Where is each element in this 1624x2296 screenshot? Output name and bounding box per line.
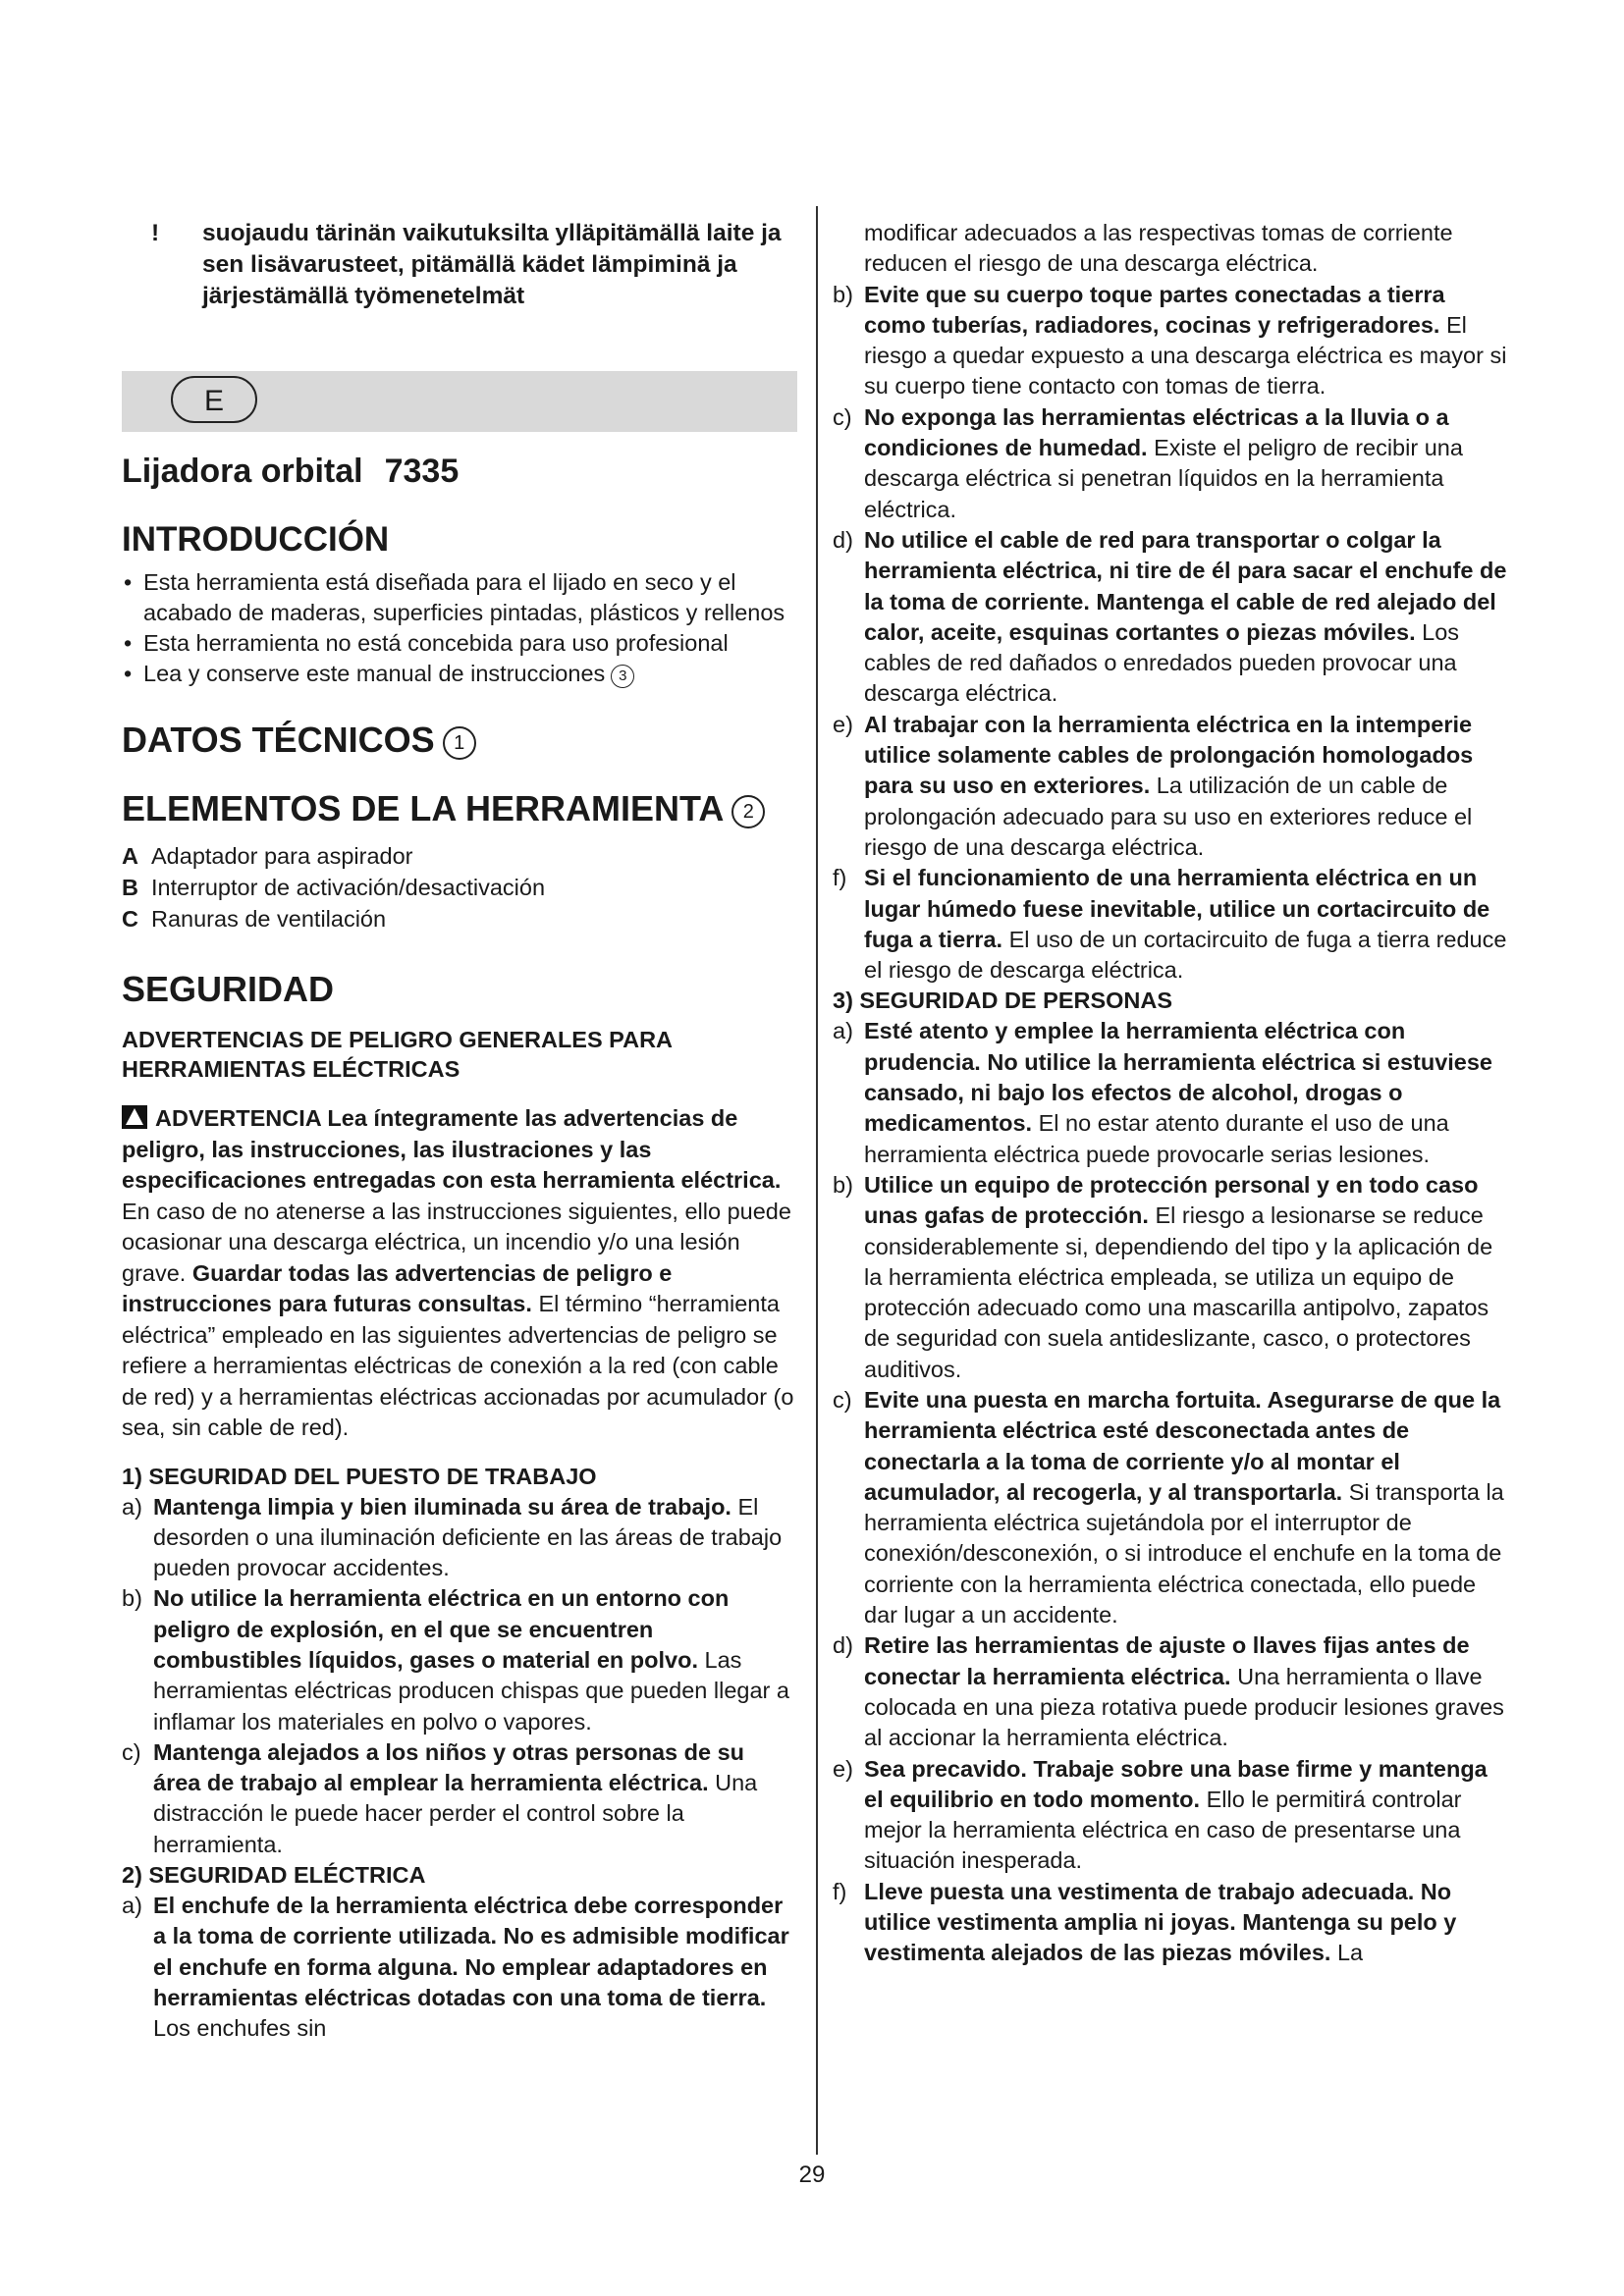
safety-item bbox=[833, 280, 1510, 402]
item-bold: Sea precavido. Trabaje sobre una base firme y mantenga el equilibrio en todo momento. bbox=[864, 1755, 1488, 1812]
item-letter: b) bbox=[833, 1171, 853, 1198]
figure-ref-1: 1 bbox=[443, 726, 476, 760]
item-text: El riesgo a quedar expuesto a una descarga eléctrica es mayor si su cuerpo tiene contacto con tomas de tierra. bbox=[864, 311, 1507, 400]
safety-item bbox=[833, 1754, 1510, 1877]
intro-bullet: • Esta herramienta está diseñada para el lijado en seco y el acabado de maderas, superficies pintadas, plásticos y rellenos bbox=[122, 567, 797, 628]
item-text: El no estar atento durante el uso de una herramienta eléctrica puede provocarle serias lesiones. bbox=[864, 1110, 1449, 1167]
item-letter: e) bbox=[833, 711, 853, 737]
item-letter: e) bbox=[833, 1755, 853, 1782]
section-1-heading: 1) SEGURIDAD DEL PUESTO DE TRABAJO bbox=[122, 1463, 597, 1489]
intro-bullet bbox=[122, 659, 797, 689]
item-bold: Al trabajar con la herramienta eléctrica en la intemperie utilice solamente cables de prolongación homologados para su uso en exteriores. bbox=[864, 711, 1474, 799]
element-item bbox=[122, 903, 797, 934]
element-text: Interruptor de activación/desactivación bbox=[151, 875, 546, 900]
item-bold: Evite una puesta en marcha fortuita. Asegurarse de que la herramienta eléctrica esté desconectada antes de conectarla a la toma de corriente y/o al montar el acumulador, al recogerla, y al transportarla. bbox=[864, 1386, 1501, 1505]
tech-heading bbox=[122, 719, 797, 762]
item-text: La bbox=[1336, 1940, 1364, 1966]
item-letter: a) bbox=[833, 1018, 853, 1044]
item-letter: c) bbox=[833, 403, 852, 430]
safety-item bbox=[833, 863, 1510, 986]
safety-item bbox=[122, 1737, 797, 1860]
tech-heading-text: DATOS TÉCNICOS bbox=[122, 720, 435, 760]
item-letter: c) bbox=[122, 1738, 141, 1765]
item-bold: Esté atento y emplee la herramienta eléctrica con prudencia. No utilice la herramienta eléctrica si estuviese cansado, ni bajo los efectos de alcohol, drogas o medicamentos. bbox=[864, 1018, 1492, 1137]
safety-item bbox=[833, 1385, 1510, 1630]
language-bar bbox=[122, 371, 797, 432]
finnish-note-text: suojaudu tärinän vaikutuksilta ylläpitämällä laite ja sen lisävarusteet, pitämällä kädet lämpiminä ja järjestämällä työmenetelmät bbox=[202, 220, 782, 309]
safety-item bbox=[122, 1492, 797, 1584]
warning-text-1: En caso de no atenerse a las instrucciones siguientes, ello puede ocasionar una descarga eléctrica, un incendio y/o una lesión grave. bbox=[122, 1198, 791, 1286]
item-letter: d) bbox=[833, 526, 853, 553]
item-bold: Mantenga alejados a los niños y otras personas de su área de trabajo al emplear la herramienta eléctrica. bbox=[153, 1738, 745, 1796]
general-warning bbox=[122, 1103, 797, 1444]
figure-ref-3: 3 bbox=[611, 665, 634, 688]
item-text: Los enchufes sin bbox=[153, 2015, 327, 2042]
column-divider bbox=[816, 206, 818, 2155]
item-letter: c) bbox=[833, 1386, 852, 1413]
element-key: A bbox=[122, 843, 138, 869]
item-bold: El enchufe de la herramienta eléctrica debe corresponder a la toma de corriente utilizada. No es admisible modificar el enchufe en forma alguna. No emplear adaptadores en herramientas eléctricas dotadas con una toma de tierra. bbox=[153, 1893, 789, 2010]
item-text: La utilización de un cable de prolongación adecuado para su uso en exteriores reduce el riesgo de una descarga eléctrica. bbox=[864, 773, 1473, 860]
safety-item bbox=[122, 1583, 797, 1736]
safety-heading: SEGURIDAD bbox=[122, 969, 335, 1009]
element-key: C bbox=[122, 906, 138, 932]
figure-ref-2: 2 bbox=[731, 795, 765, 828]
item-text: Existe el peligro de recibir una descarga eléctrica si penetran líquidos en la herramienta eléctrica. bbox=[864, 435, 1463, 522]
item-bold: No exponga las herramientas eléctricas a la lluvia o a condiciones de humedad. bbox=[864, 403, 1449, 461]
safety-subheading: ADVERTENCIAS DE PELIGRO GENERALES PARA HERRAMIENTAS ELÉCTRICAS bbox=[122, 1027, 673, 1082]
safety-item bbox=[833, 1630, 1510, 1753]
item-bold: No utilice el cable de red para transportar o colgar la herramienta eléctrica, ni tire de él para sacar el enchufe de la toma de corriente. Mantenga el cable de red alejado del calor, aceite, esquinas cortantes o piezas móviles. bbox=[864, 526, 1507, 645]
item-bold: No utilice la herramienta eléctrica en un entorno con peligro de explosión, en el que se encuentren combustibles líquidos, gases o material en polvo. bbox=[153, 1585, 730, 1673]
item-bold: Mantenga limpia y bien iluminada su área de trabajo. bbox=[153, 1493, 731, 1520]
product-model: 7335 bbox=[384, 453, 460, 490]
item-letter: f) bbox=[833, 865, 847, 891]
safety-item bbox=[122, 1891, 797, 2044]
item-bold: Evite que su cuerpo toque partes conectadas a tierra como tuberías, radiadores, cocinas y refrigeradores. bbox=[864, 281, 1445, 338]
language-badge: E bbox=[171, 376, 257, 423]
item-text: Ello le permitirá controlar mejor la herramienta eléctrica en caso de presentarse una situación inesperada. bbox=[864, 1786, 1462, 1874]
item-bold: Si el funcionamiento de una herramienta eléctrica en un lugar húmedo fuese inevitable, utilice un cortacircuito de fuga a tierra. bbox=[864, 865, 1490, 952]
item-text: Una distracción le puede hacer perder el control sobre la herramienta. bbox=[153, 1770, 758, 1857]
intro-bullet-text: Lea y conserve este manual de instrucciones bbox=[143, 661, 606, 686]
item-letter: a) bbox=[122, 1893, 142, 1919]
warning-bold-2: Guardar todas las advertencias de peligro e instrucciones para futuras consultas. bbox=[122, 1259, 673, 1316]
item-letter: b) bbox=[122, 1585, 142, 1612]
elements-heading-text: ELEMENTOS DE LA HERRAMIENTA bbox=[122, 788, 725, 828]
safety-item bbox=[833, 1877, 1510, 1969]
item-text: Una herramienta o llave colocada en una pieza rotativa puede producir lesiones graves al accionar la herramienta eléctrica. bbox=[864, 1663, 1504, 1751]
section-2-heading: 2) SEGURIDAD ELÉCTRICA bbox=[122, 1862, 426, 1889]
right-column bbox=[833, 218, 1510, 1969]
warning-bold-1: ADVERTENCIA Lea íntegramente las advertencias de peligro, las instrucciones, las ilustraciones y las especificaciones entregadas con esta herramienta eléctrica. bbox=[122, 1105, 782, 1193]
item-text: Las herramientas eléctricas producen chispas que pueden llegar a inflamar los materiales en polvo o vapores. bbox=[153, 1646, 789, 1735]
item-text: Los cables de red dañados o enredados pueden provocar una descarga eléctrica. bbox=[864, 618, 1460, 707]
item-letter: d) bbox=[833, 1632, 853, 1659]
element-text: Adaptador para aspirador bbox=[151, 843, 413, 869]
item-bold: Utilice un equipo de protección personal y en todo caso unas gafas de protección. bbox=[864, 1171, 1479, 1229]
item-bold: Lleve puesta una vestimenta de trabajo adecuada. No utilice vestimenta amplia ni joyas. Mantenga su pelo y vestimenta alejados de las piezas móviles. bbox=[864, 1878, 1457, 1966]
warning-icon bbox=[122, 1105, 147, 1129]
item-text: El uso de un cortacircuito de fuga a tierra reduce el riesgo de descarga eléctrica. bbox=[864, 926, 1507, 984]
item-text: El desorden o una iluminación deficiente en las áreas de trabajo pueden provocar accidentes. bbox=[153, 1493, 783, 1581]
safety-item bbox=[833, 710, 1510, 863]
left-column bbox=[122, 218, 797, 2045]
element-item bbox=[122, 872, 797, 903]
item-letter: a) bbox=[122, 1493, 142, 1520]
item-letter: f) bbox=[833, 1878, 847, 1904]
product-name: Lijadora orbital bbox=[122, 453, 363, 490]
safety-item bbox=[833, 402, 1510, 525]
safety-item bbox=[833, 1170, 1510, 1385]
product-title bbox=[122, 450, 797, 493]
exclamation-bullet: ! bbox=[151, 220, 160, 246]
page-number: 29 bbox=[798, 2162, 826, 2188]
item-letter: b) bbox=[833, 281, 853, 307]
item-bold: Retire las herramientas de ajuste o llaves fijas antes de conectar la herramienta eléctrica. bbox=[864, 1632, 1470, 1689]
safety-item bbox=[833, 1016, 1510, 1169]
element-text: Ranuras de ventilación bbox=[151, 906, 387, 932]
item-text: Si transporta la herramienta eléctrica sujetándola por el interruptor de conexión/desconexión, o si introduce el enchufe en la toma de corriente con la herramienta eléctrica conectada, ello puede dar lugar a un accidente. bbox=[864, 1478, 1504, 1629]
element-key: B bbox=[122, 875, 138, 900]
elements-heading bbox=[122, 787, 797, 830]
item-continuation: modificar adecuados a las respectivas tomas de corriente reducen el riesgo de una descarga eléctrica. bbox=[864, 220, 1453, 277]
warning-text-2: El término “herramienta eléctrica” empleado en las siguientes advertencias de peligro se refiere a herramientas eléctricas de conexión a la red (con cable de red) y a herramientas eléctricas accionadas por acumulador (o sea, sin cable de red). bbox=[122, 1291, 794, 1440]
intro-bullet: • Esta herramienta no está concebida para uso profesional bbox=[122, 628, 797, 659]
finnish-note bbox=[151, 218, 797, 312]
section-3-heading: 3) SEGURIDAD DE PERSONAS bbox=[833, 988, 1173, 1014]
item-text: El riesgo a lesionarse se reduce considerablemente si, dependiendo del tipo y la aplicación de la herramienta eléctrica empleada, se utiliza un equipo de protección adecuado como una mascarilla antipolvo, zapatos de seguridad con suela antideslizante, casco, o protectores auditivos. bbox=[864, 1202, 1493, 1382]
safety-item bbox=[833, 525, 1510, 710]
element-item bbox=[122, 840, 797, 872]
intro-heading: INTRODUCCIÓN bbox=[122, 520, 390, 559]
